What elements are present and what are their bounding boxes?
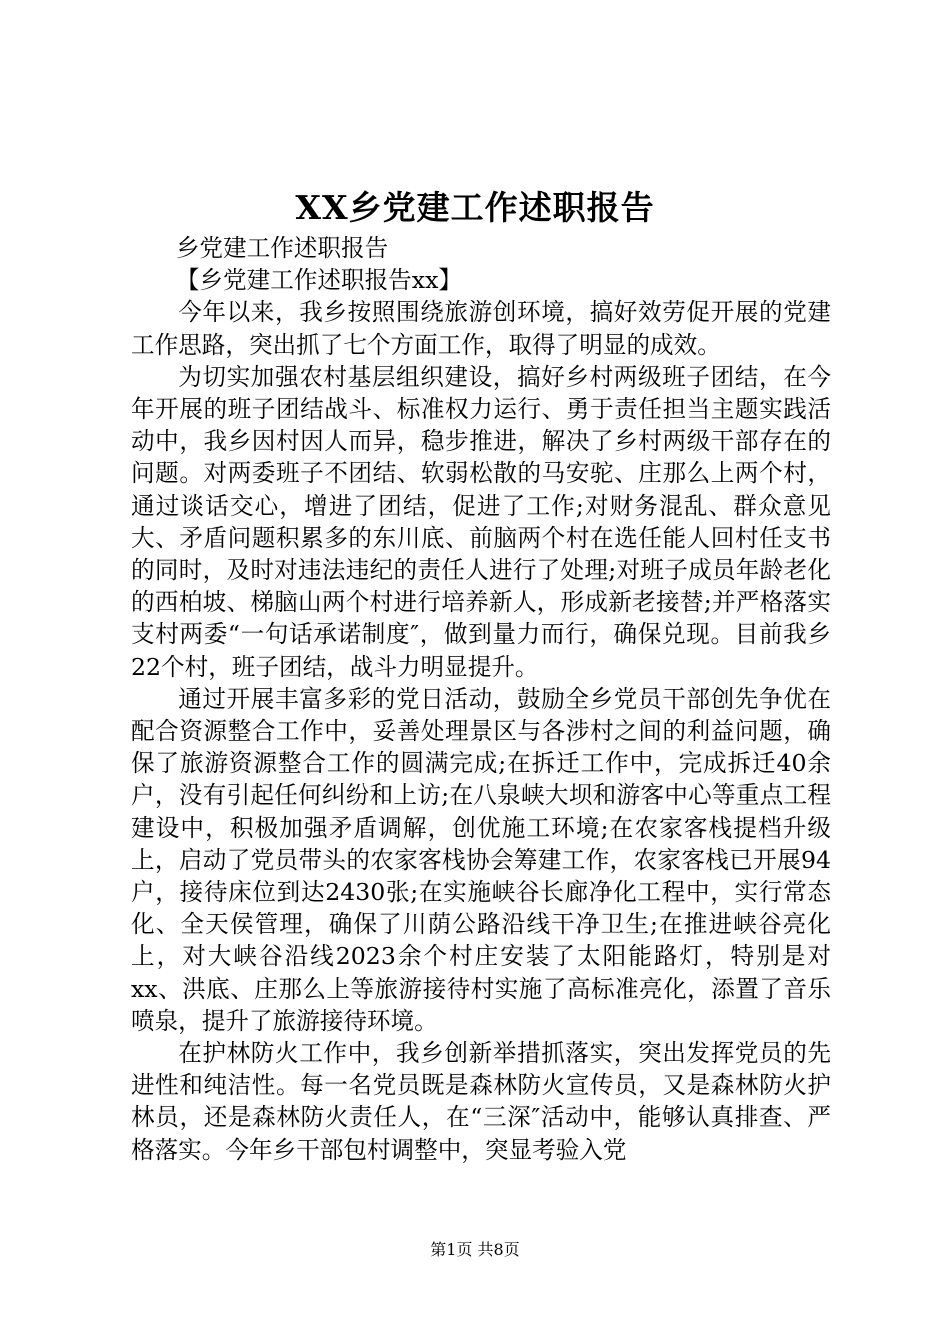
paragraph-organization: 为切实加强农村基层组织建设，搞好乡村两级班子团结，在今年开展的班子团结战斗、标准权力运行、勇于责任担当主题实践活动中，我乡因村因人而异，稳步推进，解决了乡村两级干部存在的问题。对两委班子不团结、软弱松散的马安驼、庄那么上两个村，通过谈话交心，增进了团结，促进了工作;对财务混乱、群众意见大、矛盾问题积累多的东川底、前脑两个村在选任能人回村任支书的同时，及时对违法违纪的责任人进行了处理;对班子成员年龄老化的西柏坡、梯脑山两个村进行培养新人，形成新老接替;并严格落实支村两委“一句话承诺制度″，做到量力而行，确保兑现。目前我乡22个村，班子团结，战斗力明显提升。 (131, 362, 831, 681)
paragraph-subtitle: 乡党建工作述职报告 (175, 234, 389, 262)
page-number-footer: 第1页 共8页 (430, 1240, 520, 1259)
paragraph-bracket-title: 【乡党建工作述职报告xx】 (175, 266, 462, 295)
paragraph-fire-prevention: 在护林防火工作中，我乡创新举措抓落实，突出发挥党员的先进性和纯洁性。每一名党员既是森林防火宣传员，又是森林防火护林员，还是森林防火责任人，在“三深″活动中，能够认真排查、严格落实。今年乡干部包村调整中，突显考验入党 (131, 1039, 831, 1164)
document-body (131, 232, 831, 1166)
document-title: XX乡党建工作述职报告 (295, 188, 655, 227)
paragraph-intro: 今年以来，我乡按照围绕旅游创环境，搞好效劳促开展的党建工作思路，突出抓了七个方面工作，取得了明显的成效。 (131, 298, 831, 359)
paragraph-party-activities: 通过开展丰富多彩的党日活动，鼓励全乡党员干部创先争优在配合资源整合工作中，妥善处理景区与各涉村之间的利益问题，确保了旅游资源整合工作的圆满完成;在拆迁工作中，完成拆迁40余户，没有引起任何纠纷和上访;在八泉峡大坝和游客中心等重点工程建设中，积极加强矛盾调解，创优施工环境;在农家客栈提档升级上，启动了党员带头的农家客栈协会筹建工作，农家客栈已开展94户，接待床位到达2430张;在实施峡谷长廊净化工程中，实行常态化、全天侯管理，确保了川荫公路沿线干净卫生;在推进峡谷亮化上，对大峡谷沿线2023余个村庄安装了太阳能路灯，特别是对xx、洪底、庄那么上等旅游接待村实施了高标准亮化，添置了音乐喷泉，提升了旅游接待环境。 (131, 684, 831, 1035)
